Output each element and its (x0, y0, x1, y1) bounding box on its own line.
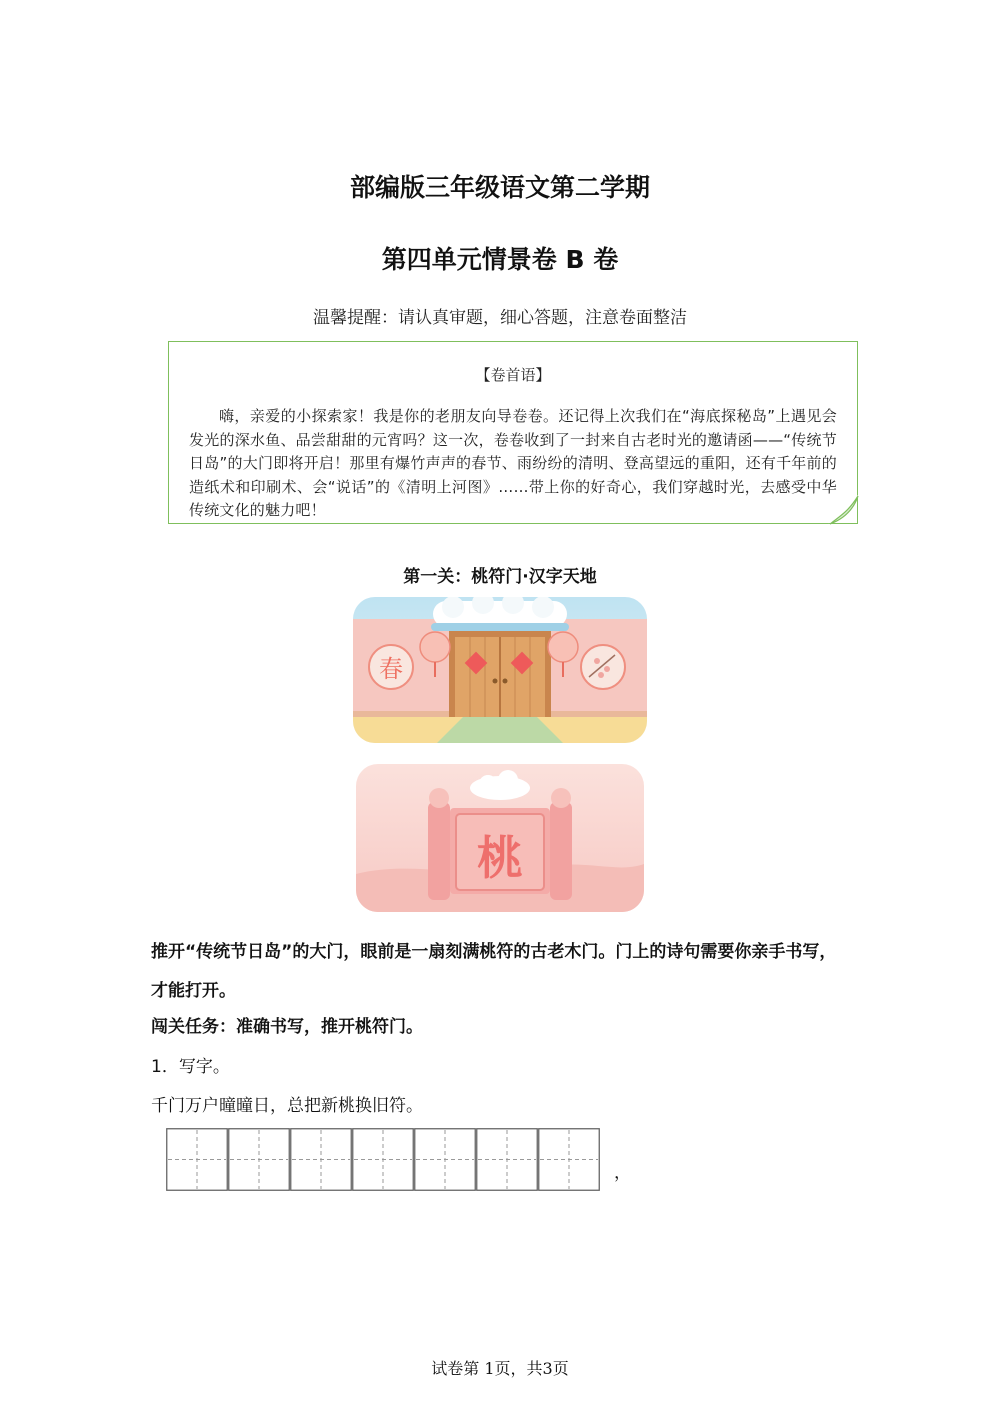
grid-cell[interactable] (415, 1129, 476, 1191)
grid-cell[interactable] (291, 1129, 352, 1191)
poem-line: 千门万户曈曈日，总把新桃换旧符。 (151, 1096, 423, 1116)
spring-sign: 春 (379, 655, 403, 683)
grid-cell[interactable] (539, 1129, 600, 1191)
grid-cell[interactable] (167, 1129, 228, 1191)
task-text: 闯关任务：准确书写，推开桃符门。 (151, 1017, 423, 1037)
grid-cell[interactable] (229, 1129, 290, 1191)
peach-sign: 桃 (477, 831, 523, 885)
level-title: 第一关：桃符门·汉字天地 (403, 567, 597, 587)
intro-heading: 【卷首语】 (475, 366, 551, 384)
story-text: 推开“传统节日岛”的大门，眼前是一扇刻满桃符的古老木门。门上的诗句需要你亲手书写，才能打开。 (151, 942, 837, 1001)
intro-text: 嗨，亲爱的小探索家！我是你的老朋友向导卷卷。还记得上次我们在“海底探秘岛”上遇见会发光的深水鱼、品尝甜甜的元宵吗？这一次，卷卷收到了一封来自古老时光的邀请函——“传统节日岛”的大门即将开启！那里有爆竹声声的春节、雨纷纷的清明、登高望远的重阳，还有千年前的造纸术和印刷术、会“说话”的《清明上河图》……带上你的好奇心，我们穿越时光，去感受中华传统文化的魅力吧！ (189, 407, 837, 519)
page-title: 部编版三年级语文第二学期 (349, 173, 650, 202)
reminder-text: 温馨提醒：请认真审题，细心答题，注意卷面整洁 (313, 308, 687, 328)
page-fold-icon (828, 494, 860, 526)
grid-cell[interactable] (477, 1129, 538, 1191)
writing-grid[interactable] (166, 1128, 600, 1191)
page-footer: 试卷第 1页，共3页 (431, 1359, 569, 1378)
page-subtitle: 第四单元情景卷 B 卷 (381, 245, 619, 274)
door-illustration (353, 597, 647, 743)
grid-trailing-comma: ， (614, 1163, 631, 1183)
question-1: 1．写字。 (151, 1057, 230, 1077)
grid-cell[interactable] (353, 1129, 414, 1191)
peach-gate-illustration (356, 764, 644, 912)
